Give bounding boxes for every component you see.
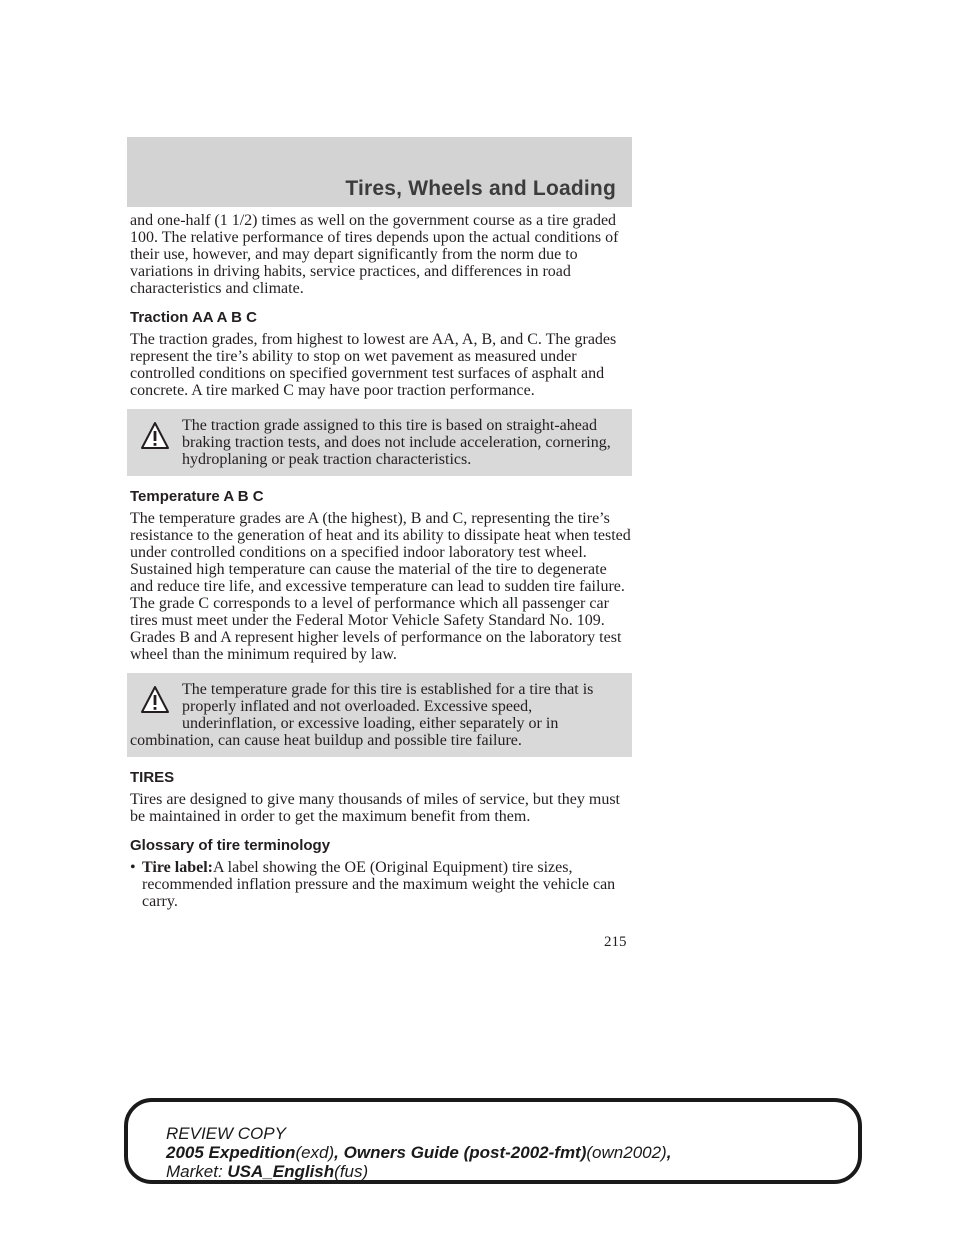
tires-heading: TIRES <box>130 769 175 786</box>
page-content <box>130 212 632 910</box>
temperature-heading: Temperature A B C <box>130 488 264 505</box>
temperature-paragraph: The temperature grades are A (the highest), B and C, representing the tire’s resistance to the generation of heat and its ability to dissipate heat when tested under controlled conditions on a specified indoor laboratory test wheel. Sustained high temperature can cause the material of the tire to degenerate and reduce tire life, and excessive temperature can lead to sudden tire failure. The grade C corresponds to a level of performance which all passenger car tires must meet under the Federal Motor Vehicle Safety Standard No. 109. Grades B and A represent higher levels of performance on the laboratory test wheel than the minimum required by law. <box>130 510 631 663</box>
review-line-3 <box>166 1162 671 1181</box>
bullet-icon: • <box>130 859 136 876</box>
review-model: 2005 Expedition <box>166 1143 296 1162</box>
review-model-code: (exd) <box>295 1143 335 1162</box>
review-line-1: REVIEW COPY <box>166 1124 286 1143</box>
temperature-warning-box <box>127 673 632 757</box>
page-number: 215 <box>604 934 627 950</box>
warning-triangle-icon <box>140 685 170 715</box>
review-guide-code: (own2002) <box>586 1143 667 1162</box>
intro-paragraph: and one-half (1 1/2) times as well on the government course as a tire graded 100. The relative performance of tires depends upon the actual conditions of their use, however, and may depart significantly from the norm due to variations in driving habits, service practices, and differences in road characteristics and climate. <box>130 212 619 297</box>
tires-paragraph: Tires are designed to give many thousands of miles of service, but they must be maintained in order to get the maximum benefit from them. <box>130 791 620 825</box>
warning-triangle-icon <box>140 421 170 451</box>
review-line-2 <box>166 1143 671 1162</box>
traction-warning-text: The traction grade assigned to this tire is based on straight-ahead braking traction tests, and does not include acceleration, cornering, hydroplaning or peak traction characteristics. <box>182 417 611 468</box>
temperature-warning-text: The temperature grade for this tire is established for a tire that is properly inflated and not overloaded. Excessive speed, underinflation, or excessive loading, either separately or in combination, can cause heat buildup and possible tire failure. <box>130 681 594 749</box>
review-copy-stamp <box>166 1124 671 1181</box>
traction-heading: Traction AA A B C <box>130 309 257 326</box>
glossary-term: Tire label: <box>142 859 213 876</box>
review-guide: Owners Guide (post-2002-fmt) <box>343 1143 587 1162</box>
glossary-definition: A label showing the OE (Original Equipment) tire sizes, recommended inflation pressure and the maximum weight the vehicle can carry. <box>142 859 616 910</box>
glossary-heading: Glossary of tire terminology <box>130 837 331 854</box>
section-title: Tires, Wheels and Loading <box>345 177 616 200</box>
review-sep-2: , <box>666 1143 672 1162</box>
section-header-band <box>127 137 632 207</box>
review-market: USA_English <box>227 1162 335 1181</box>
review-sep-1: , <box>334 1143 344 1162</box>
review-market-code: (fus) <box>334 1162 369 1181</box>
traction-warning-box <box>127 409 632 476</box>
list-item <box>130 859 632 910</box>
review-market-label: Market: <box>166 1162 228 1181</box>
traction-paragraph: The traction grades, from highest to lowest are AA, A, B, and C. The grades represent the tire’s ability to stop on wet pavement as measured under controlled conditions on specified government test surfaces of asphalt and concrete. A tire marked C may have poor traction performance. <box>130 331 617 399</box>
glossary-item-text <box>142 859 632 910</box>
